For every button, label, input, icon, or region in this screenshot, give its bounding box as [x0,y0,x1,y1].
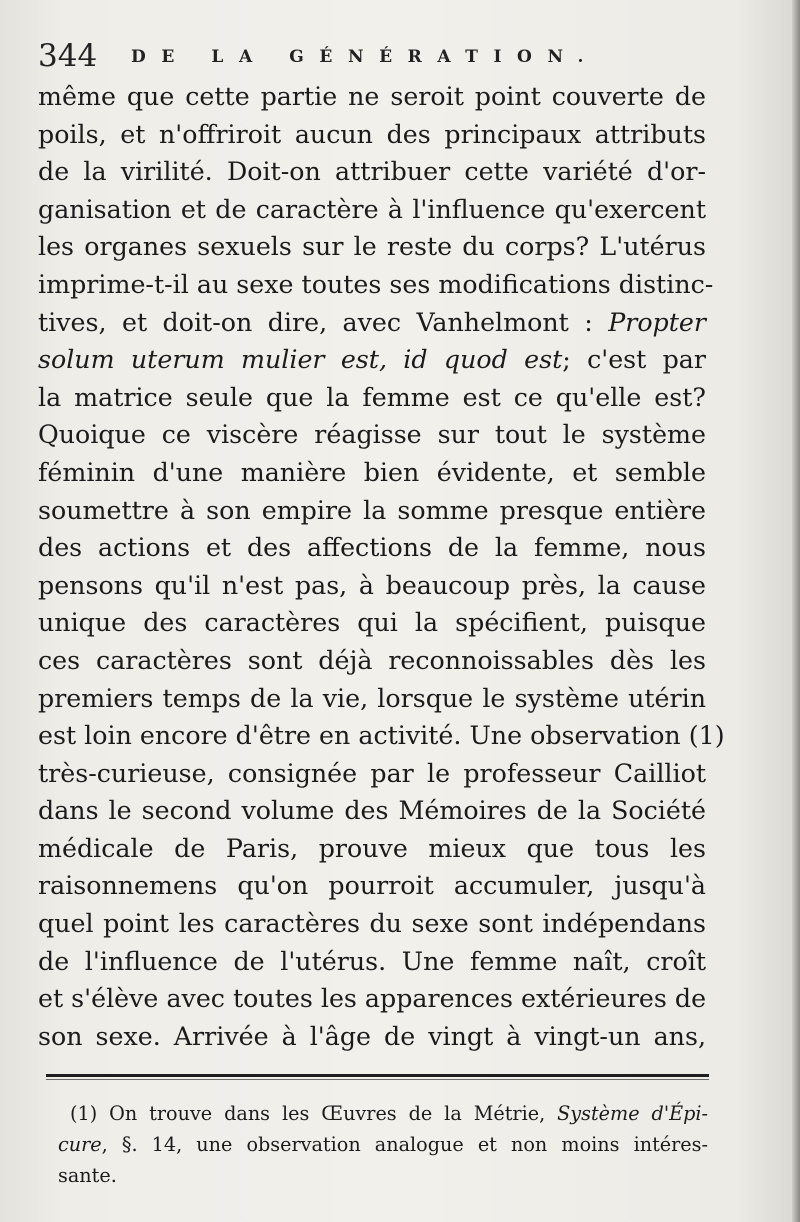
text-run: imprime-t-il au sexe toutes ses modifications distinc- [38,269,714,299]
body-line [38,416,706,454]
text-run: ; c'est par [562,345,706,375]
body-line [38,680,706,718]
body-line [38,379,706,417]
text-run: unique des caractères qui la spécifient, puisque [38,608,706,638]
body-line [38,492,706,530]
body-line [38,905,706,943]
text-run: médicale de Paris, prouve mieux que tous les [38,833,706,863]
body-line [38,1018,706,1056]
text-run: , §. 14, une observation analogue et non moins intéres- [101,1133,708,1156]
footnote-line [58,1098,708,1129]
footnote [58,1098,708,1191]
page-number: 344 [38,38,98,74]
italic-text: Propter [608,307,706,337]
text-run: même que cette partie ne seroit point couverte de [38,82,706,111]
text-run: quel point les caractères du sexe sont indépendans [38,909,706,939]
body-line [38,78,706,116]
footnote-line [58,1129,708,1160]
body-line [38,153,706,191]
text-run: est loin encore d'être en activité. Une observation (1) [38,721,725,751]
body-line [38,604,706,642]
text-run: son sexe. Arrivée à l'âge de vingt à vingt-un ans, [38,1021,706,1051]
page-edge-shadow [792,0,800,1222]
body-line [38,266,714,304]
italic-text: cure [58,1133,102,1156]
body-line [38,755,706,793]
text-run: soumettre à son empire la somme presque entière [38,495,706,525]
text-run: la matrice seule que la femme est ce qu'elle est? [38,382,706,412]
body-line [38,228,706,266]
text-run: ganisation et de caractère à l'influence qu'exercent [38,194,706,224]
body-line [38,454,706,492]
body-line [38,304,706,342]
body-line [38,191,706,229]
page-header [38,36,738,76]
body-line [38,830,706,868]
footnote-rule-thin [46,1079,709,1080]
text-run: très-curieuse, consignée par le professeur Cailliot [38,758,706,788]
italic-text: solum uterum mulier est, id quod est [38,345,563,375]
body-text [38,78,725,1055]
text-run: dans le second volume des Mémoires de la Société [38,796,706,826]
text-run: de la virilité. Doit-on attribuer cette variété d'or- [38,157,706,187]
body-line [38,717,725,755]
body-line [38,792,706,830]
body-line [38,943,706,981]
text-run: Quoique ce viscère réagisse sur tout le système [38,420,706,450]
footnote-line [58,1160,708,1191]
text-run: des actions et des affections de la femme, nous [38,533,706,563]
body-line [38,116,706,154]
text-run: (1) On trouve dans les Œuvres de la Métrie, [70,1102,558,1125]
text-run: tives, et doit-on dire, avec Vanhelmont : [38,307,609,337]
text-run: ces caractères sont déjà reconnoissables dès les [38,645,706,675]
text-run: poils, et n'offriroit aucun des principaux attributs [38,119,706,149]
body-line [38,529,706,567]
body-line [38,341,706,379]
text-run: féminin d'une manière bien évidente, et semble [38,457,706,487]
body-line [38,980,706,1018]
text-run: raisonnemens qu'on pourroit accumuler, jusqu'à [38,871,706,901]
text-run: et s'élève avec toutes les apparences extérieures de [38,984,707,1014]
body-line [38,567,706,605]
italic-text: Système d'Épi- [557,1102,709,1125]
body-line [38,642,706,680]
body-line [38,867,706,905]
footnote-rule [46,1074,709,1077]
text-run: les organes sexuels sur le reste du corps? L'utérus [38,232,706,262]
text-run: pensons qu'il n'est pas, à beaucoup près, la cause [38,570,706,600]
text-run: premiers temps de la vie, lorsque le système utérin [38,683,706,713]
text-run: de l'influence de l'utérus. Une femme naît, croît [38,946,706,976]
running-head: DE LA GÉNÉRATION. [131,47,600,67]
text-run: sante. [58,1164,117,1187]
